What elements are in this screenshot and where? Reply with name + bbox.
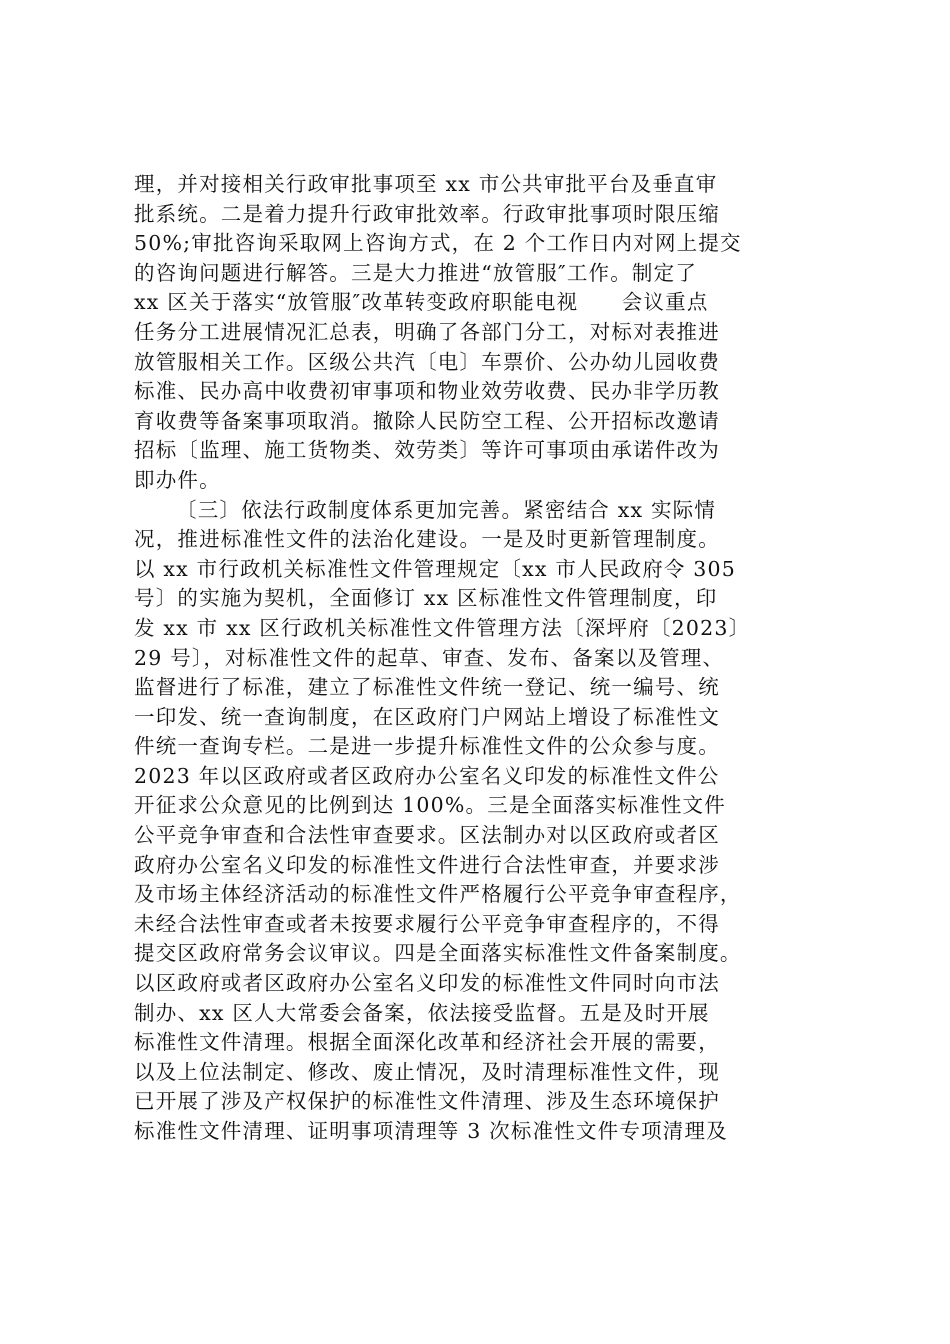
- text-line: 公平竞争审查和合法性审查要求。区法制办对以区政府或者区: [134, 823, 720, 848]
- text-line: 未经合法性审查或者未按要求履行公平竞争审查程序的，不得: [134, 911, 720, 936]
- text-line: 的咨询问题进行解答。三是大力推进“放管服″工作。制定了: [134, 260, 698, 285]
- text-line: 制办、xx 区人大常委会备案，依法接受监督。五是及时开展: [134, 1000, 710, 1025]
- text-line: 发 xx 市 xx 区行政机关标准性文件管理方法〔深坪府〔2023〕: [134, 615, 751, 640]
- text-line: 育收费等备案事项取消。撤除人民防空工程、公开招标改邀请: [134, 408, 720, 433]
- text-line: 即办件。: [134, 467, 221, 492]
- text-line: 监督进行了标准，建立了标准性文件统一登记、统一编号、统: [134, 675, 720, 700]
- text-line: 以及上位法制定、修改、废止情况，及时清理标准性文件，现: [134, 1059, 720, 1084]
- text-line: 以区政府或者区政府办公室名义印发的标准性文件同时向市法: [134, 971, 720, 996]
- text-line: 理，并对接相关行政审批事项至 xx 市公共审批平台及垂直审: [134, 172, 718, 196]
- text-line: 号〕的实施为契机，全面修订 xx 区标准性文件管理制度，印: [134, 586, 718, 611]
- text-line: 招标〔监理、施工货物类、效劳类〕等许可事项由承诺件改为: [134, 438, 720, 463]
- text-line: 任务分工进展情况汇总表，明确了各部门分工，对标对表推进: [134, 319, 720, 344]
- text-line: 已开展了涉及产权保护的标准性文件清理、涉及生态环境保护: [134, 1089, 720, 1114]
- text-line: 批系统。二是着力提升行政审批效率。行政审批事项时限压缩: [134, 201, 720, 226]
- text-line: 一印发、统一查询制度，在区政府门户网站上增设了标准性文: [134, 704, 720, 729]
- text-line: 况，推进标准性文件的法治化建设。一是及时更新管理制度。: [134, 527, 720, 552]
- text-line: 50%;审批咨询采取网上咨询方式，在 2 个工作日内对网上提交: [134, 231, 742, 256]
- text-line: 29 号〕，对标准性文件的起草、审查、发布、备案以及管理、: [134, 645, 725, 670]
- text-line: 提交区政府常务会议审议。四是全面落实标准性文件备案制度。: [134, 941, 742, 966]
- text-line: 标准性文件清理、证明事项清理等 3 次标准性文件专项清理及: [134, 1119, 728, 1143]
- text-line: 标准性文件清理。根据全面深化改革和经济社会开展的需要，: [134, 1030, 720, 1055]
- section-heading-line: 〔三〕依法行政制度体系更加完善。紧密结合 xx 实际情: [176, 497, 717, 522]
- text-line: 开征求公众意见的比例到达 100%。三是全面落实标准性文件: [134, 793, 726, 818]
- text-line: 以 xx 市行政机关标准性文件管理规定〔xx 市人民政府令 305: [134, 556, 737, 581]
- text-line: 件统一查询专栏。二是进一步提升标准性文件的公众参与度。: [134, 734, 720, 759]
- text-line: xx 区关于落实“放管服″改革转变政府职能电视 会议重点: [134, 290, 709, 315]
- text-line: 政府办公室名义印发的标准性文件进行合法性审查，并要求涉: [134, 852, 720, 877]
- body-text: [134, 170, 844, 1147]
- text-line: 标准、民办高中收费初审事项和物业效劳收费、民办非学历教: [134, 379, 720, 404]
- text-line: 2023 年以区政府或者区政府办公室名义印发的标准性文件公: [134, 763, 720, 788]
- text-line: 放管服相关工作。区级公共汽〔电〕车票价、公办幼儿园收费: [134, 349, 720, 374]
- text-line: 及市场主体经济活动的标准性文件严格履行公平竞争审查程序，: [134, 882, 742, 907]
